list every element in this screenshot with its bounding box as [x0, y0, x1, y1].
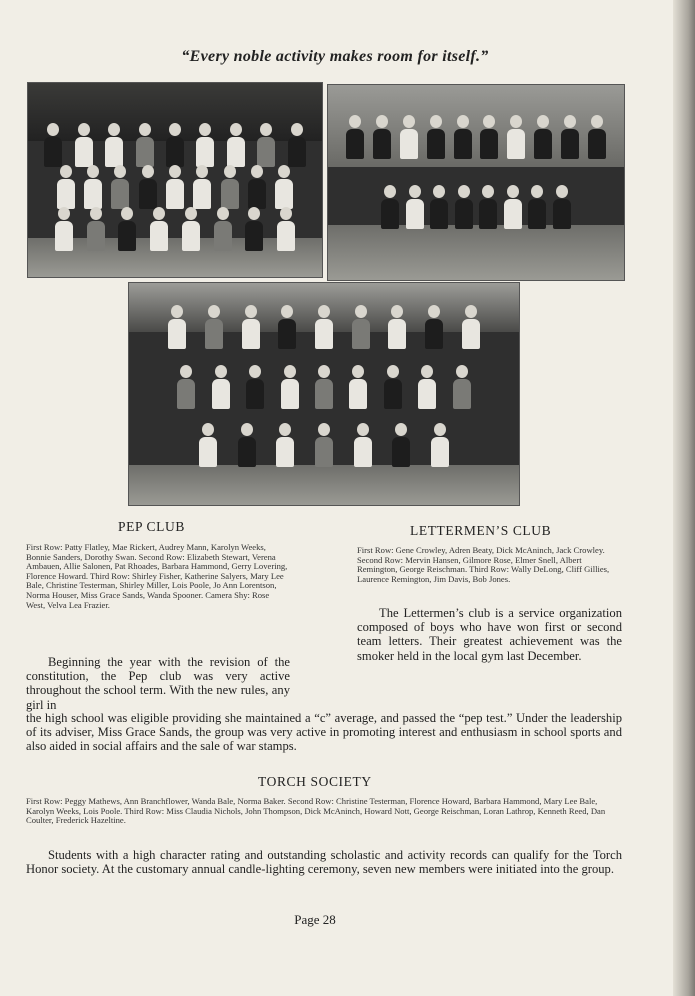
group-member-figure: [427, 115, 445, 159]
group-member-figure: [205, 305, 223, 349]
group-member-figure: [455, 185, 473, 229]
group-member-figure: [245, 207, 263, 251]
page-motto: “Every noble activity makes room for itself.”: [181, 48, 489, 65]
page-number: Page 28: [294, 912, 336, 927]
group-member-figure: [418, 365, 436, 409]
pep-club-description-continued: the high school was eligible providing she maintained a “c” average, and passed the “pep test.” Under the leadership of its adviser, Miss Grace Sands, the group was very active in promoting interest and enthusiasm in school sports and also aided in social affairs and the sale of war stamps.: [26, 711, 622, 754]
group-member-figure: [454, 115, 472, 159]
group-member-figure: [55, 207, 73, 251]
group-member-figure: [166, 165, 184, 209]
group-member-figure: [193, 165, 211, 209]
lettermens-club-heading: LETTERMEN’S CLUB: [410, 523, 552, 538]
group-member-figure: [534, 115, 552, 159]
group-member-figure: [315, 305, 333, 349]
group-member-figure: [349, 365, 367, 409]
lettermens-club-photo: [327, 84, 625, 281]
group-member-figure: [381, 185, 399, 229]
group-member-figure: [507, 115, 525, 159]
group-member-figure: [425, 305, 443, 349]
group-member-figure: [406, 185, 424, 229]
group-member-figure: [281, 365, 299, 409]
group-member-figure: [242, 305, 260, 349]
group-member-figure: [384, 365, 402, 409]
group-member-figure: [139, 165, 157, 209]
group-member-figure: [315, 423, 333, 467]
group-member-figure: [166, 123, 184, 167]
group-member-figure: [453, 365, 471, 409]
group-member-figure: [561, 115, 579, 159]
group-member-figure: [118, 207, 136, 251]
pep-club-photo: [27, 82, 323, 278]
group-member-figure: [248, 165, 266, 209]
group-member-figure: [354, 423, 372, 467]
group-member-figure: [553, 185, 571, 229]
group-member-figure: [315, 365, 333, 409]
group-member-figure: [212, 365, 230, 409]
group-member-figure: [479, 185, 497, 229]
group-member-figure: [528, 185, 546, 229]
pep-club-intro: Beginning the year with the revision of the constitution, the Pep club was very active throughout the school term. With the new rules, any girl in: [26, 655, 290, 712]
group-member-figure: [480, 115, 498, 159]
group-member-figure: [430, 185, 448, 229]
group-member-figure: [221, 165, 239, 209]
group-member-figure: [276, 423, 294, 467]
group-member-figure: [227, 123, 245, 167]
group-member-figure: [392, 423, 410, 467]
group-member-figure: [504, 185, 522, 229]
group-member-figure: [346, 115, 364, 159]
torch-society-names: First Row: Peggy Mathews, Ann Branchflower, Wanda Bale, Norma Baker. Second Row: Christine Testerman, Florence Howard, Barbara Hammond, Mary Lee Bale, Karolyn Weeks, Lois Poole. Third Row: Miss Claudia Nichols, John Thompson, Dick McAninch, Howard Nott, George Reischman, Loran Lathrop, Kenneth Reed, Dan Coulter, Frederick Hazeltine.: [26, 796, 606, 826]
pep-club-names: First Row: Patty Flatley, Mae Rickert, Audrey Mann, Karolyn Weeks, Bonnie Sanders, Dorothy Swan. Second Row: Elizabeth Stewart, Verena Ambauen, Allie Salonen, Pat Rhoades, Barbara Hammond, Gerry Lovering, Florence Howard. Third Row: Shirley Fisher, Katherine Salyers, Mary Lee Bale, Christine Testerman, Shirley Miller, Lois Poole, Jo Ann Lorentson, Norma Houser, Miss Grace Sands, Wanda Spooner. Camera Shy: Rose West, Velva Lea Frazier.: [26, 542, 288, 610]
torch-society-description: Students with a high character rating and outstanding scholastic and activity records can qualify for the Torch Honor society. At the customary annual candle-lighting ceremony, seven new members were initiated into the group.: [26, 848, 622, 877]
group-member-figure: [177, 365, 195, 409]
lettermens-club-names: First Row: Gene Crowley, Adren Beaty, Dick McAninch, Jack Crowley. Second Row: Mervin Hansen, Gilmore Rose, Elmer Snell, Albert Remington, George Reischman. Third Row: Wally DeLong, Cliff Gillies, Laurence Remington, Jim Davis, Bob Jones.: [357, 545, 610, 584]
group-member-figure: [87, 207, 105, 251]
lettermens-club-description: The Lettermen’s club is a service organization composed of boys who have won first or second team letters. Their greatest achievement was the smoker held in the local gym last December.: [357, 606, 622, 663]
group-member-figure: [238, 423, 256, 467]
group-member-figure: [136, 123, 154, 167]
group-member-figure: [57, 165, 75, 209]
group-member-figure: [214, 207, 232, 251]
group-member-figure: [373, 115, 391, 159]
group-member-figure: [199, 423, 217, 467]
group-member-figure: [246, 365, 264, 409]
group-member-figure: [388, 305, 406, 349]
group-member-figure: [277, 207, 295, 251]
group-member-figure: [105, 123, 123, 167]
group-member-figure: [588, 115, 606, 159]
group-member-figure: [352, 305, 370, 349]
group-member-figure: [111, 165, 129, 209]
group-member-figure: [288, 123, 306, 167]
pep-club-heading: PEP CLUB: [118, 519, 185, 534]
page-edge-shadow: [673, 0, 695, 996]
group-member-figure: [400, 115, 418, 159]
group-member-figure: [275, 165, 293, 209]
group-member-figure: [196, 123, 214, 167]
group-member-figure: [182, 207, 200, 251]
group-member-figure: [44, 123, 62, 167]
torch-society-heading: TORCH SOCIETY: [258, 774, 372, 789]
group-member-figure: [75, 123, 93, 167]
group-member-figure: [168, 305, 186, 349]
group-member-figure: [431, 423, 449, 467]
group-member-figure: [278, 305, 296, 349]
torch-society-photo: [128, 282, 520, 506]
group-member-figure: [462, 305, 480, 349]
group-member-figure: [84, 165, 102, 209]
group-member-figure: [150, 207, 168, 251]
group-member-figure: [257, 123, 275, 167]
